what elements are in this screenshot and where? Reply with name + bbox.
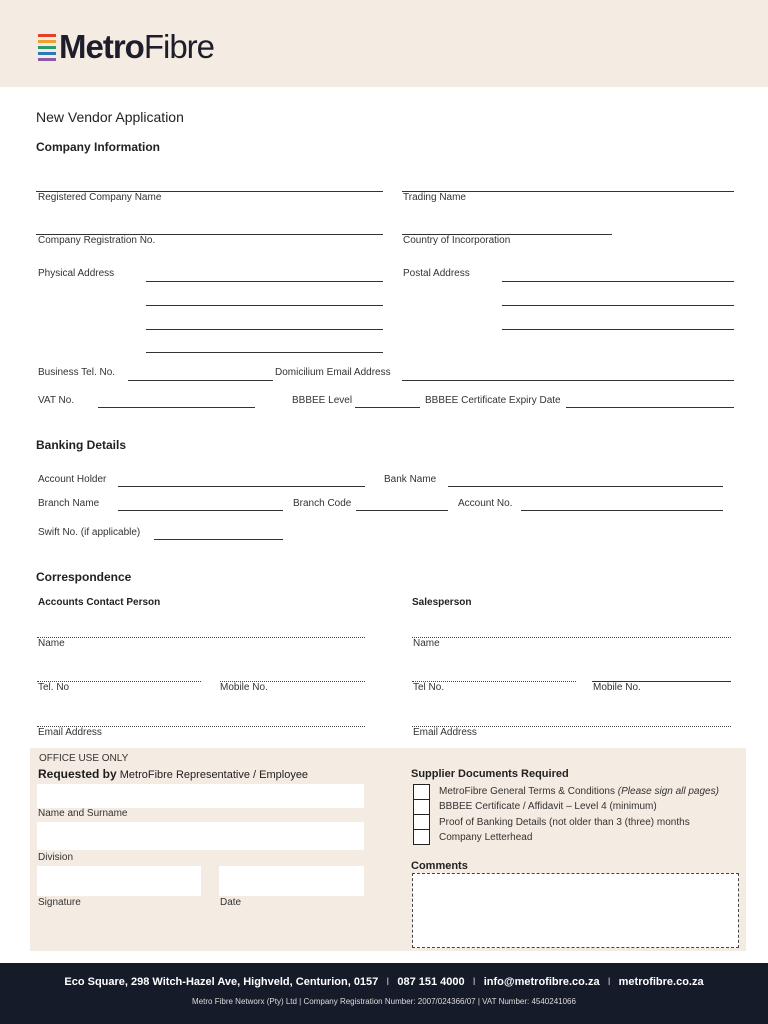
branch-code-field[interactable]	[356, 510, 448, 511]
date-label: Date	[220, 897, 242, 908]
vat-no-field[interactable]	[98, 407, 255, 408]
physical-address-line[interactable]	[146, 281, 383, 282]
account-no-field[interactable]	[521, 510, 723, 511]
bank-name-field[interactable]	[448, 486, 723, 487]
salesperson-name-label: Name	[413, 638, 440, 649]
vat-no-label: VAT No.	[38, 395, 75, 406]
registered-name-label: Registered Company Name	[38, 192, 162, 203]
physical-address-line[interactable]	[146, 305, 383, 306]
footer-email-link[interactable]: info@metrofibre.co.za	[483, 976, 600, 988]
accounts-mobile-label: Mobile No.	[220, 682, 268, 693]
bbbee-expiry-field[interactable]	[566, 407, 734, 408]
accounts-tel-label: Tel. No	[38, 682, 70, 693]
branch-name-field[interactable]	[118, 510, 283, 511]
supplier-docs-heading: Supplier Documents Required	[411, 768, 569, 780]
business-tel-field[interactable]	[128, 380, 273, 381]
logo-stripe	[38, 58, 56, 61]
footer-website-link[interactable]: metrofibre.co.za	[618, 976, 704, 988]
footer-separator: I	[472, 976, 476, 988]
domicilium-email-field[interactable]	[402, 380, 734, 381]
postal-address-line[interactable]	[502, 281, 734, 282]
physical-address-line[interactable]	[146, 352, 383, 353]
banking-proof-checkbox[interactable]	[413, 814, 430, 830]
branch-code-label: Branch Code	[293, 498, 352, 509]
doc-letterhead-label: Company Letterhead	[439, 832, 533, 843]
postal-address-line[interactable]	[502, 329, 734, 330]
signature-input[interactable]	[37, 866, 201, 896]
brand-logo	[59, 28, 214, 66]
footer-contact-line	[0, 976, 768, 988]
trading-name-label: Trading Name	[403, 192, 466, 203]
logo-stripe	[38, 40, 56, 43]
requested-by-bold: Requested by	[38, 767, 117, 781]
accounts-email-label: Email Address	[38, 727, 102, 738]
salesperson-name-field[interactable]	[412, 637, 731, 638]
doc-banking-label: Proof of Banking Details (not older than 3 (three) months	[439, 817, 690, 828]
physical-address-line[interactable]	[146, 329, 383, 330]
letterhead-checkbox[interactable]	[413, 829, 430, 845]
footer-separator: I	[607, 976, 611, 988]
division-label: Division	[38, 852, 74, 863]
doc-bbbee-label: BBBEE Certificate / Affidavit – Level 4 (minimum)	[439, 801, 657, 812]
comments-textarea[interactable]	[412, 873, 739, 948]
form-title: New Vendor Application	[36, 109, 184, 125]
logo-stripe	[38, 34, 56, 37]
requested-by-heading	[38, 767, 308, 781]
footer-separator: I	[386, 976, 390, 988]
salesperson-email-label: Email Address	[413, 727, 477, 738]
terms-checkbox[interactable]	[413, 784, 430, 800]
accounts-name-label: Name	[38, 638, 65, 649]
bbbee-level-label: BBBEE Level	[292, 395, 353, 406]
account-no-label: Account No.	[458, 498, 513, 509]
doc-terms-text: MetroFibre General Terms & Conditions	[439, 786, 615, 797]
salesperson-mobile-label: Mobile No.	[593, 682, 641, 693]
brand-name-bold: Metro	[59, 28, 144, 65]
swift-no-label: Swift No. (if applicable)	[38, 527, 141, 538]
account-holder-label: Account Holder	[38, 474, 107, 485]
bank-name-label: Bank Name	[384, 474, 437, 485]
signature-label: Signature	[38, 897, 81, 908]
accounts-name-field[interactable]	[37, 637, 365, 638]
footer-phone[interactable]: 087 151 4000	[397, 976, 465, 988]
country-label: Country of Incorporation	[403, 235, 511, 246]
registration-no-label: Company Registration No.	[38, 235, 156, 246]
company-info-heading: Company Information	[36, 140, 161, 154]
bbbee-checkbox[interactable]	[413, 799, 430, 815]
account-holder-field[interactable]	[118, 486, 365, 487]
footer-address: Eco Square, 298 Witch-Hazel Ave, Highveld, Centurion, 0157	[64, 976, 379, 988]
banking-heading: Banking Details	[36, 438, 127, 452]
office-use-heading: OFFICE USE ONLY	[39, 753, 129, 764]
name-surname-label: Name and Surname	[38, 808, 128, 819]
correspondence-heading: Correspondence	[36, 570, 132, 584]
logo-stripe	[38, 52, 56, 55]
brand-name-light: Fibre	[143, 28, 215, 65]
name-surname-input[interactable]	[37, 784, 364, 808]
salesperson-tel-label: Tel No.	[413, 682, 445, 693]
date-input[interactable]	[219, 866, 364, 896]
postal-address-line[interactable]	[502, 305, 734, 306]
logo-stripes-icon	[38, 34, 56, 63]
branch-name-label: Branch Name	[38, 498, 100, 509]
swift-no-field[interactable]	[154, 539, 283, 540]
bbbee-expiry-label: BBBEE Certificate Expiry Date	[425, 395, 561, 406]
doc-terms-label	[439, 786, 719, 797]
comments-heading: Comments	[411, 860, 468, 872]
division-input[interactable]	[37, 822, 364, 850]
accounts-contact-heading: Accounts Contact Person	[38, 597, 161, 608]
page-footer	[0, 963, 768, 1024]
doc-terms-note: (Please sign all pages)	[617, 786, 719, 797]
bbbee-level-field[interactable]	[355, 407, 420, 408]
postal-address-label: Postal Address	[403, 268, 470, 279]
requested-by-rest: MetroFibre Representative / Employee	[116, 769, 309, 781]
business-tel-label: Business Tel. No.	[38, 367, 116, 378]
salesperson-heading: Salesperson	[412, 597, 472, 608]
domicilium-email-label: Domicilium Email Address	[275, 367, 391, 378]
physical-address-label: Physical Address	[38, 268, 115, 279]
footer-legal: Metro Fibre Networx (Pty) Ltd | Company Registration Number: 2007/024366/07 | VAT Number: 4540241066	[192, 997, 576, 1006]
logo-stripe	[38, 46, 56, 49]
